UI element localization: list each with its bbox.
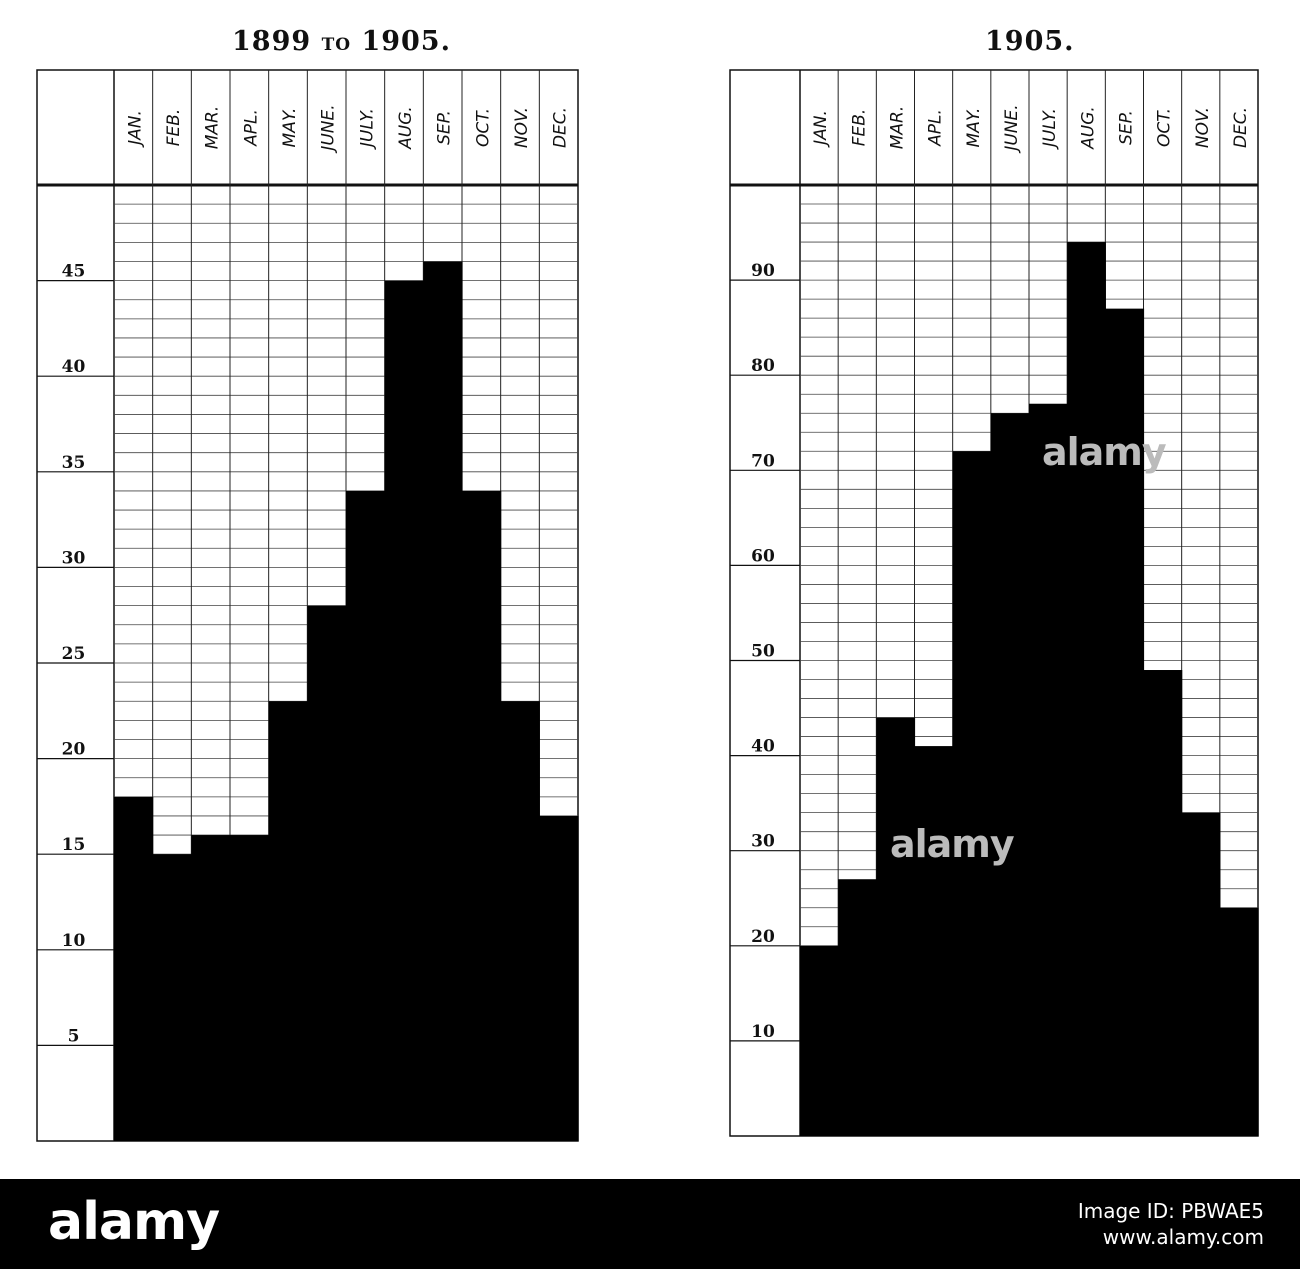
- bar-july: [1029, 404, 1068, 1136]
- tick-label: 35: [61, 452, 86, 473]
- banner-id-line: Image ID: PBWAE5: [1077, 1199, 1264, 1223]
- tick-label: 50: [751, 641, 775, 662]
- month-label: DEC.: [550, 106, 571, 149]
- banner-logo: alamy: [48, 1192, 220, 1252]
- tick-label: 15: [61, 835, 86, 856]
- tick-label: 80: [751, 356, 775, 377]
- tick-label: 10: [61, 930, 86, 951]
- month-label: DEC.: [1230, 106, 1251, 149]
- tick-label: 20: [751, 926, 775, 947]
- bar-mar: [876, 718, 915, 1136]
- month-label: JULY.: [1040, 108, 1061, 147]
- month-label: OCT.: [473, 107, 494, 148]
- watermark-lower: alamy: [890, 822, 1014, 866]
- title-year-start: 1899: [232, 26, 312, 57]
- bar-feb: [838, 879, 877, 1136]
- banner-image-id: [1078, 1198, 1264, 1250]
- banner-url-line: www.alamy.com: [1102, 1225, 1264, 1249]
- month-label: APL.: [241, 109, 262, 146]
- bar-apl: [915, 746, 954, 1136]
- tick-label: 40: [61, 357, 86, 378]
- bar-oct: [1144, 670, 1183, 1136]
- bar-dec: [1220, 908, 1259, 1136]
- month-label: JAN.: [125, 110, 146, 145]
- month-label: MAR.: [202, 105, 223, 150]
- bar-nov: [1182, 813, 1221, 1136]
- bar-aug: [1067, 242, 1106, 1136]
- chart-title-right: 1905.: [985, 26, 1075, 57]
- month-label: JAN.: [811, 110, 832, 145]
- tick-label: 45: [61, 261, 86, 282]
- month-label: JUNE.: [318, 104, 339, 151]
- month-label: MAY.: [963, 107, 984, 148]
- tick-label: 70: [751, 451, 775, 472]
- month-label: FEB.: [849, 108, 870, 147]
- tick-label: 25: [61, 644, 86, 664]
- month-label: AUG.: [396, 106, 416, 149]
- month-label: MAR.: [887, 105, 908, 150]
- bar-june: [991, 413, 1030, 1136]
- bar-jan: [800, 946, 839, 1136]
- tick-label: 90: [751, 261, 775, 282]
- month-label: OCT.: [1154, 107, 1175, 148]
- bar-may: [953, 451, 992, 1136]
- month-label: AUG.: [1078, 106, 1099, 149]
- month-label: JUNE.: [1001, 104, 1022, 151]
- tick-label: 10: [751, 1021, 775, 1042]
- month-label: APL.: [925, 109, 946, 146]
- tick-label: 40: [751, 736, 775, 757]
- month-label: JULY.: [357, 108, 378, 147]
- tick-label: 5: [67, 1026, 80, 1047]
- month-label: NOV.: [512, 106, 532, 149]
- tick-label: 30: [61, 548, 86, 569]
- month-label: SEP.: [434, 110, 455, 145]
- month-label: NOV.: [1192, 106, 1213, 149]
- title-connector: TO: [321, 35, 352, 55]
- month-label: MAY.: [280, 107, 300, 148]
- tick-label: 30: [751, 831, 775, 852]
- title-year-end: 1905.: [361, 26, 451, 57]
- tick-label: 60: [751, 546, 775, 567]
- tick-label: 20: [61, 739, 86, 760]
- month-label: SEP.: [1116, 110, 1137, 145]
- watermark-upper: alamy: [1042, 430, 1166, 474]
- month-label: FEB.: [164, 108, 184, 147]
